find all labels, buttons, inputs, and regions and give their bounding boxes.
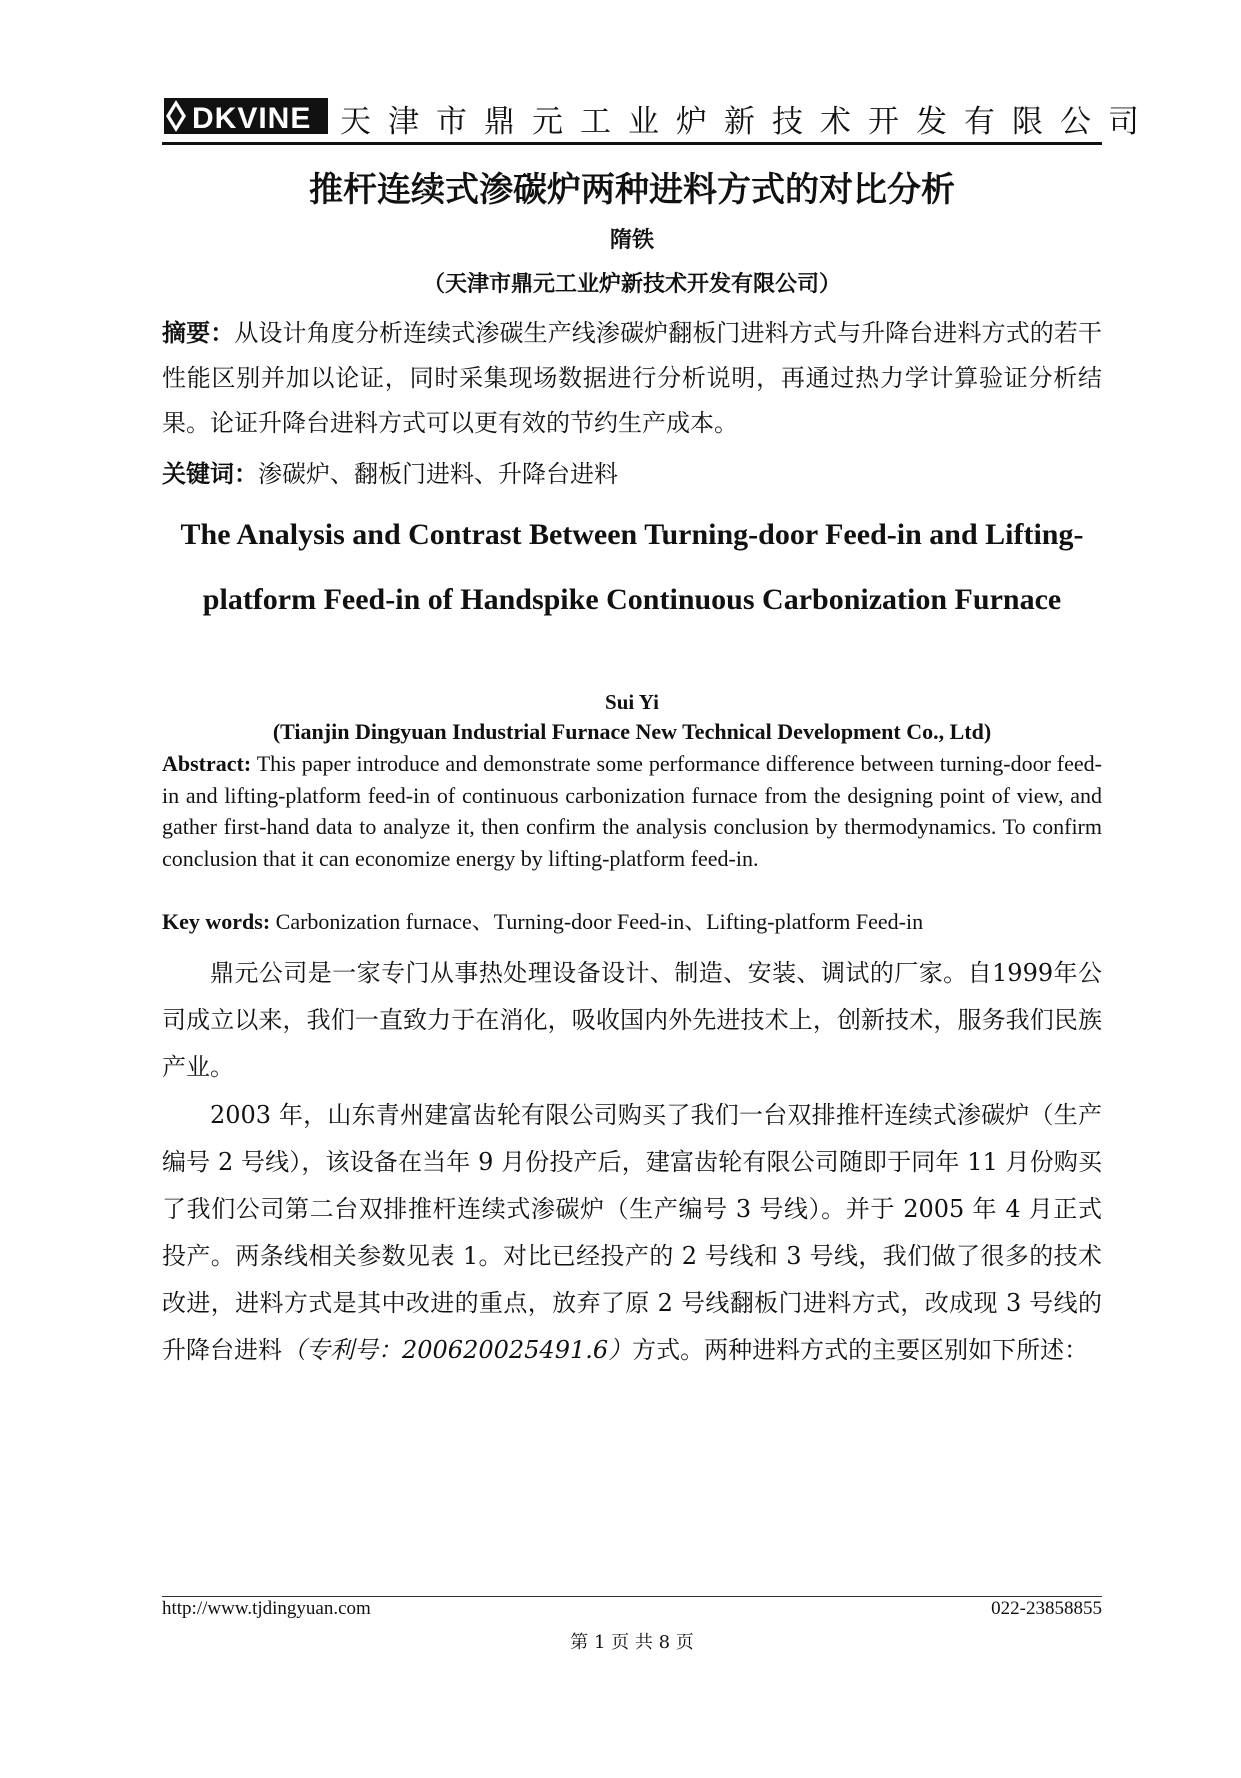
author-cn: 隋铁 (609, 227, 654, 253)
footer-url[interactable]: http://www.tjdingyuan.com (162, 1598, 371, 1619)
keywords-cn-text: 渗碳炉、翻板门进料、升降台进料 (258, 460, 618, 488)
abstract-en (162, 748, 1102, 874)
abstract-en-label: Abstract: (162, 751, 252, 776)
body-paragraph-1: 鼎元公司是一家专门从事热处理设备设计、制造、安装、调试的厂家。自1999年公司成立以来，我们一直致力于在消化，吸收国内外先进技术上，创新技术，服务我们民族产业。 (162, 959, 1102, 1081)
author-en: Sui Yi (605, 690, 659, 714)
body-paragraph-2-main: 2003 年，山东青州建富齿轮有限公司购买了我们一台双排推杆连续式渗碳炉（生产编号 2 号线），该设备在当年 9 月份投产后，建富齿轮有限公司随即于同年 11 月份购买了我们公司第二台双排推杆连续式渗碳炉（生产编号 3 号线）。并于 2005 年 4 月正式投产。两条线相关参数见表 1。对比已经投产的 2 号线和 3 号线，我们做了很多的技术改进，进料方式是其中改进的重点，放弃了原 2 号线翻板门进料方式，改成现 3 号线的升降台进料 (162, 1101, 1102, 1364)
title-en: The Analysis and Contrast Between Turning-door Feed-in and Lifting-platform Feed-in of Handspike Continuous Carbonization Furnace (180, 518, 1084, 616)
body-paragraph-2-end: 方式。两种进料方式的主要区别如下所述： (632, 1336, 1089, 1364)
abstract-cn (162, 310, 1102, 446)
footer-phone: 022-23858855 (991, 1598, 1102, 1619)
header-divider (162, 142, 1102, 145)
abstract-cn-text: 从设计角度分析连续式渗碳生产线渗碳炉翻板门进料方式与升降台进料方式的若干性能区别并加以论证，同时采集现场数据进行分析说明，再通过热力学计算验证分析结果。论证升降台进料方式可以更有效的节约生产成本。 (162, 319, 1103, 437)
page-number: 第 1 页 共 8 页 (570, 1632, 694, 1653)
keywords-en-text: Carbonization furnace、Turning-door Feed-in、Lifting-platform Feed-in (275, 909, 924, 934)
title-cn: 推杆连续式渗碳炉两种进料方式的对比分析 (309, 170, 955, 210)
abstract-cn-label: 摘要： (162, 318, 235, 347)
patent-number: （专利号：200620025491.6） (282, 1336, 633, 1364)
affiliation-en: (Tianjin Dingyuan Industrial Furnace New Technical Development Co., Ltd) (272, 719, 992, 744)
keywords-cn (162, 451, 1102, 497)
page-header (162, 86, 1156, 140)
keywords-en-label: Key words: (162, 909, 271, 934)
body-paragraph-2 (162, 1092, 1102, 1374)
company-logo (162, 94, 332, 138)
footer-divider (162, 1596, 1102, 1597)
keywords-en (162, 906, 1102, 938)
abstract-en-text: This paper introduce and demonstrate some performance difference between turning-door feed-in and lifting-platform feed-in of continuous carbonization furnace from the designing point of view, and gather first-hand data to analyze it, then confirm the analysis conclusion by thermodynamics. To confirm conclusion that it can economize energy by lifting-platform feed-in. (162, 751, 1102, 871)
company-name-cn: 天津市鼎元工业炉新技术开发有限公司 (340, 104, 1156, 140)
keywords-cn-label: 关键词： (162, 459, 258, 488)
logo-text: DKVINE (192, 102, 312, 135)
affiliation-cn: （天津市鼎元工业炉新技术开发有限公司） (422, 271, 841, 297)
